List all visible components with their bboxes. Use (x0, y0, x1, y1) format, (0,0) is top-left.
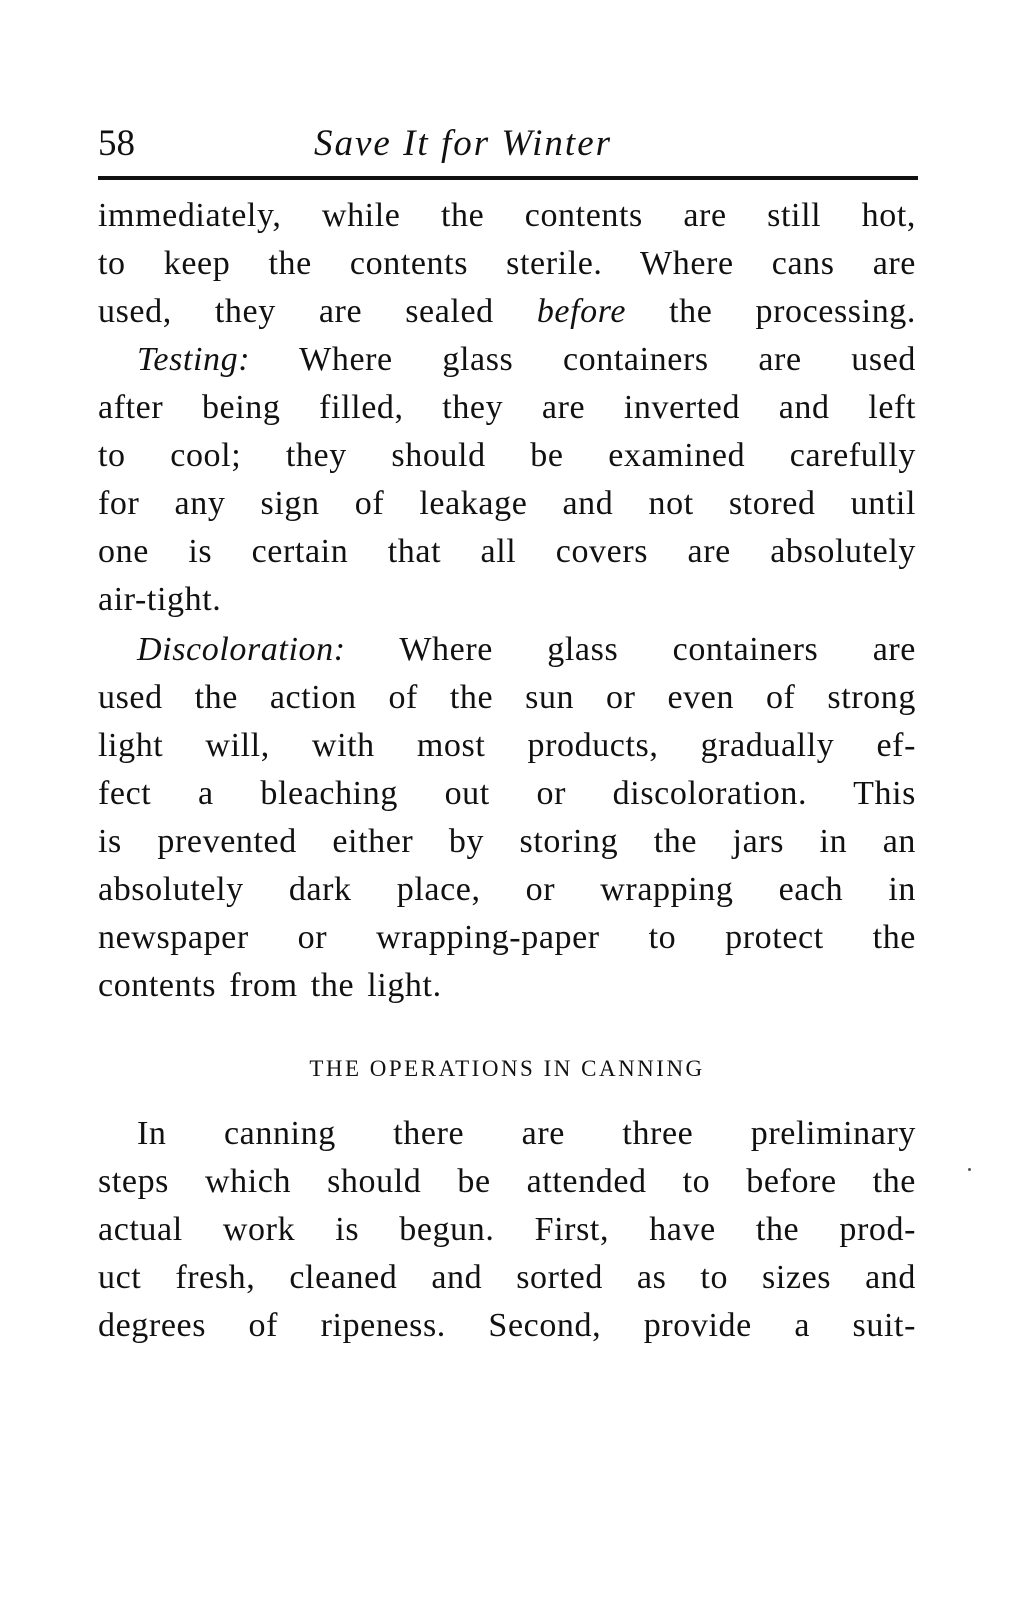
text-line: steps which should be attended to before the (98, 1163, 916, 1200)
text-segment: Where glass containers are (345, 631, 916, 668)
text-line: to keep the contents sterile. Where cans are (98, 245, 916, 282)
print-speck (968, 1168, 971, 1171)
text-line: air-tight. (98, 581, 222, 618)
header-rule (98, 176, 918, 180)
text-line: absolutely dark place, or wrapping each in (98, 871, 916, 908)
testing-label: Testing: (137, 341, 251, 378)
text-line: used the action of the sun or even of strong (98, 679, 916, 716)
text-line (137, 340, 916, 380)
text-segment: Where glass containers are used (250, 341, 916, 378)
text-segment: used, they are sealed (98, 293, 537, 330)
running-head: Save It for Winter (314, 123, 613, 164)
text-line: after being filled, they are inverted and left (98, 389, 916, 426)
text-line: newspaper or wrapping-paper to protect the (98, 919, 916, 956)
text-line: degrees of ripeness. Second, provide a suit- (98, 1307, 916, 1344)
text-line: to cool; they should be examined carefully (98, 437, 916, 474)
text-line: light will, with most products, gradually ef- (98, 727, 916, 764)
page-number: 58 (98, 123, 135, 164)
text-line: is prevented either by storing the jars in an (98, 823, 916, 860)
text-line: for any sign of leakage and not stored until (98, 485, 916, 522)
text-line: In canning there are three preliminary (137, 1115, 916, 1152)
text-line: contents from the light. (98, 967, 442, 1004)
discoloration-label: Discoloration: (137, 631, 346, 668)
text-segment: the processing. (626, 293, 916, 330)
section-heading: THE OPERATIONS IN CANNING (309, 1056, 705, 1081)
text-line: one is certain that all covers are absolutely (98, 533, 916, 570)
text-line (137, 630, 916, 670)
text-line: actual work is begun. First, have the prod- (98, 1211, 916, 1248)
text-line (98, 292, 916, 332)
text-line: immediately, while the contents are still hot, (98, 197, 916, 234)
emphasis-before: before (536, 293, 627, 330)
page-header (98, 118, 916, 166)
text-line: uct fresh, cleaned and sorted as to sizes and (98, 1259, 916, 1296)
text-line: fect a bleaching out or discoloration. This (98, 775, 916, 812)
